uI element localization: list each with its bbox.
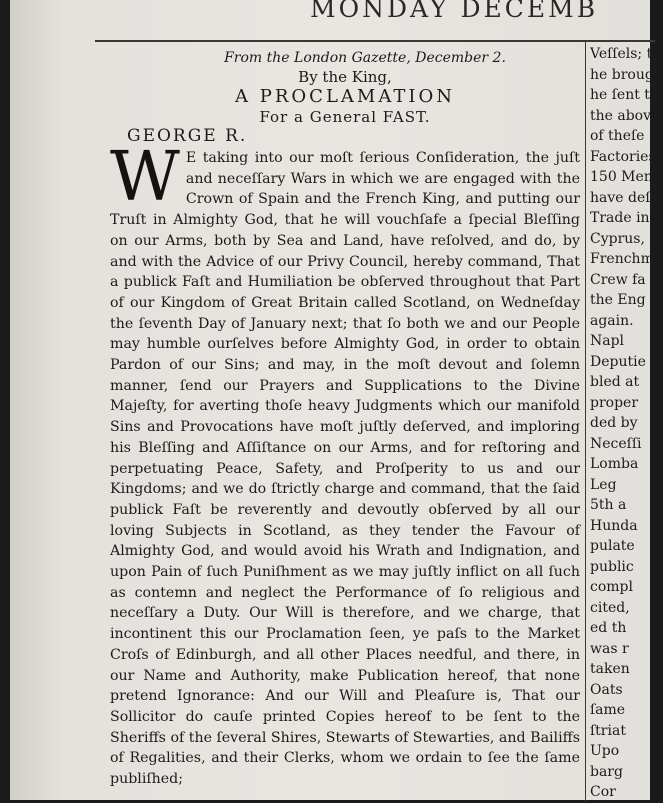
side-line: pulate xyxy=(590,538,635,554)
side-line: Factories xyxy=(590,148,656,165)
side-line: Napl xyxy=(590,333,625,349)
side-line: have deſt xyxy=(590,189,657,206)
side-line: the Eng xyxy=(590,292,646,308)
side-line: again. xyxy=(590,312,634,329)
fast-subheading: For a General FAST. xyxy=(259,108,431,126)
masthead: MONDAY DECEMB xyxy=(310,0,599,23)
side-line: of theſe xyxy=(590,128,645,144)
side-line: ded by xyxy=(590,415,638,431)
column-rule xyxy=(585,42,586,802)
side-line: Cor xyxy=(590,784,616,800)
side-line: Veſſels; t xyxy=(590,46,653,62)
proclamation-heading: A PROCLAMATION xyxy=(235,86,455,107)
side-line: Crew fa xyxy=(590,271,646,288)
proclamation-body xyxy=(110,138,580,790)
side-line: 5th a xyxy=(590,497,627,513)
side-line: cited, xyxy=(590,599,630,616)
side-line: Hunda xyxy=(590,517,638,534)
side-line: Deputie xyxy=(590,353,646,370)
adjacent-column xyxy=(590,44,663,803)
side-line: Frenchm xyxy=(590,251,654,267)
proclamation-article xyxy=(110,50,580,790)
newspaper-page xyxy=(10,0,663,800)
side-line: he brough xyxy=(590,66,663,83)
side-line: ſtriat xyxy=(590,722,626,739)
side-line: the above xyxy=(590,107,660,124)
side-line: compl xyxy=(590,579,633,595)
header-rule xyxy=(95,40,655,42)
side-line: public xyxy=(590,558,634,575)
side-line: 150 Men xyxy=(590,169,653,185)
article-source: From the London Gazette, December 2. xyxy=(224,50,506,66)
side-line: was r xyxy=(590,640,629,657)
side-line: Upo xyxy=(590,743,620,759)
side-line: ed th xyxy=(590,620,627,636)
side-line: bled at xyxy=(590,374,640,390)
side-line: he ſent to xyxy=(590,87,659,103)
side-line: ſame xyxy=(590,702,626,718)
side-line: Neceſſi xyxy=(590,435,642,452)
side-line: Leg xyxy=(590,476,617,493)
side-line: barg xyxy=(590,763,623,780)
side-line: Cyprus, xyxy=(590,230,645,247)
drop-cap: W xyxy=(110,138,180,217)
royal-signature: GEORGE R. xyxy=(127,126,248,146)
side-line: Trade in xyxy=(590,210,650,226)
side-line: Lomba xyxy=(590,456,639,472)
proclamation-text: E taking into our moſt ſerious Conſideration, the juſt and neceſſary Wars in which we are engaged with the Crown of Spain and the French King, and putting our Truſt in Almighty God, that he will vouchſafe a ſpecial Bleſſing on our Arms, both by Sea and Land, have reſolved, and do, by and with the Advice of our Privy Council, hereby command, That a publick Faſt and Humiliation be obſerved throughout that Part of our Kingdom of Great Britain called Scotland, on Wedneſday the ſeventh Day of January next; that ſo both we and our People may humble ourſelves before Almighty God, in order to obtain Pardon of our Sins; and may, in the moſt devout and ſolemn manner, ſend our Prayers and Supplications to the Divine Majeſty, for averting thoſe heavy Judgments which our manifold Sins and Provocations have moſt juſtly deſerved, and imploring his Bleſſing and Aſſiſtance on our Arms, and for reſtoring and perpetuating Peace, Safety, and Proſperity to us and our Kingdoms; and we do ſtrictly charge and command, that the ſaid publick Faſt be reverently and devoutly obſerved by all our loving Subjects in Scotland, as they tender the Favour of Almighty God, and would avoid his Wrath and Indignation, and upon Pain of ſuch Puniſhment as we may juſtly inflict on all ſuch as contemn and neglect the Performance of ſo religious and neceſſary a Duty. Our Will is therefore, and we charge, that incontinent this our Proclamation ſeen, ye paſs to the Market Croſs of Edinburgh, and all other Places needful, and there, in our Name and Authority, make Publication hereof, that none pretend Ignorance: And our Will and Pleaſure is, That our Sollicitor do cauſe printed Copies hereof to be ſent to the Sheriffs of the ſeveral Shires, Stewarts of Stewarties, and Bailiffs of Regalities, and their Clerks, whom we ordain to ſee the ſame publiſhed; xyxy=(110,150,580,788)
side-line: Oats xyxy=(590,681,623,698)
by-the-king-line: By the King, xyxy=(298,68,392,86)
side-line: proper xyxy=(590,394,639,411)
side-line: taken xyxy=(590,661,630,677)
